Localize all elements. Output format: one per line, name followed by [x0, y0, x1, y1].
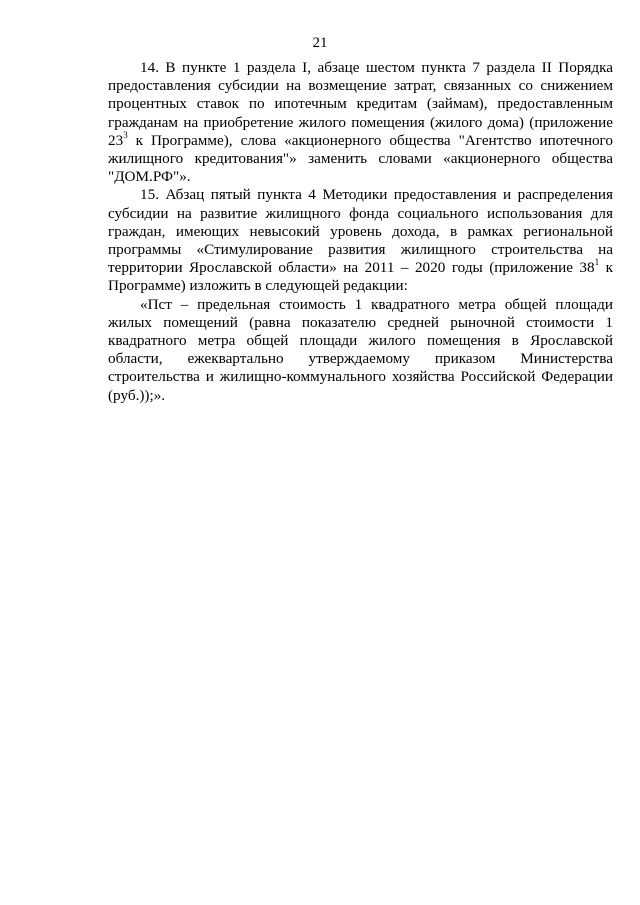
- paragraph-14-text: 14. В пункте 1 раздела I, абзаце шестом пункта 7 раздела II Порядка предоставления субсидии на возмещение затрат, связанных со снижением процентных ставок по ипотечным кредитам (займам), предоставленным гражданам на приобретение жилого помещения (жилого дома) (приложение 23: [108, 59, 613, 149]
- paragraph-14-text-end: к Программе), слова «акционерного общества "Агентство ипотечного жилищного кредитования"» заменить словами «акционерного общества "ДОМ.РФ"».: [108, 131, 613, 186]
- paragraph-15-text-end: к Программе) изложить в следующей редакции:: [108, 259, 613, 295]
- paragraph-15-superscript: 1: [594, 257, 600, 268]
- page-number: 21: [312, 35, 328, 51]
- paragraph-15: [108, 186, 613, 295]
- paragraph-15-text: 15. Абзац пятый пункта 4 Методики предоставления и распределения субсидии на развитие жилищного фонда социального использования для граждан, имеющих невысокий уровень дохода, в рамках региональной программы «Стимулирование развития жилищного строительства на территории Ярославской области» на 2011 – 2020 годы (приложение 38: [108, 186, 613, 277]
- paragraph-14-superscript: 3: [123, 129, 128, 140]
- paragraph-quote: «Пст – предельная стоимость 1 квадратного метра общей площади жилых помещений (равна показателю средней рыночной стоимости 1 квадратного метра общей площади жилого помещения в Ярославской области, ежеквартально утверждаемому приказом Министерства строительства и жилищно-коммунального хозяйства Российской Федерации (руб.));».: [108, 295, 613, 404]
- document-body: [108, 59, 613, 405]
- paragraph-14: [108, 59, 613, 186]
